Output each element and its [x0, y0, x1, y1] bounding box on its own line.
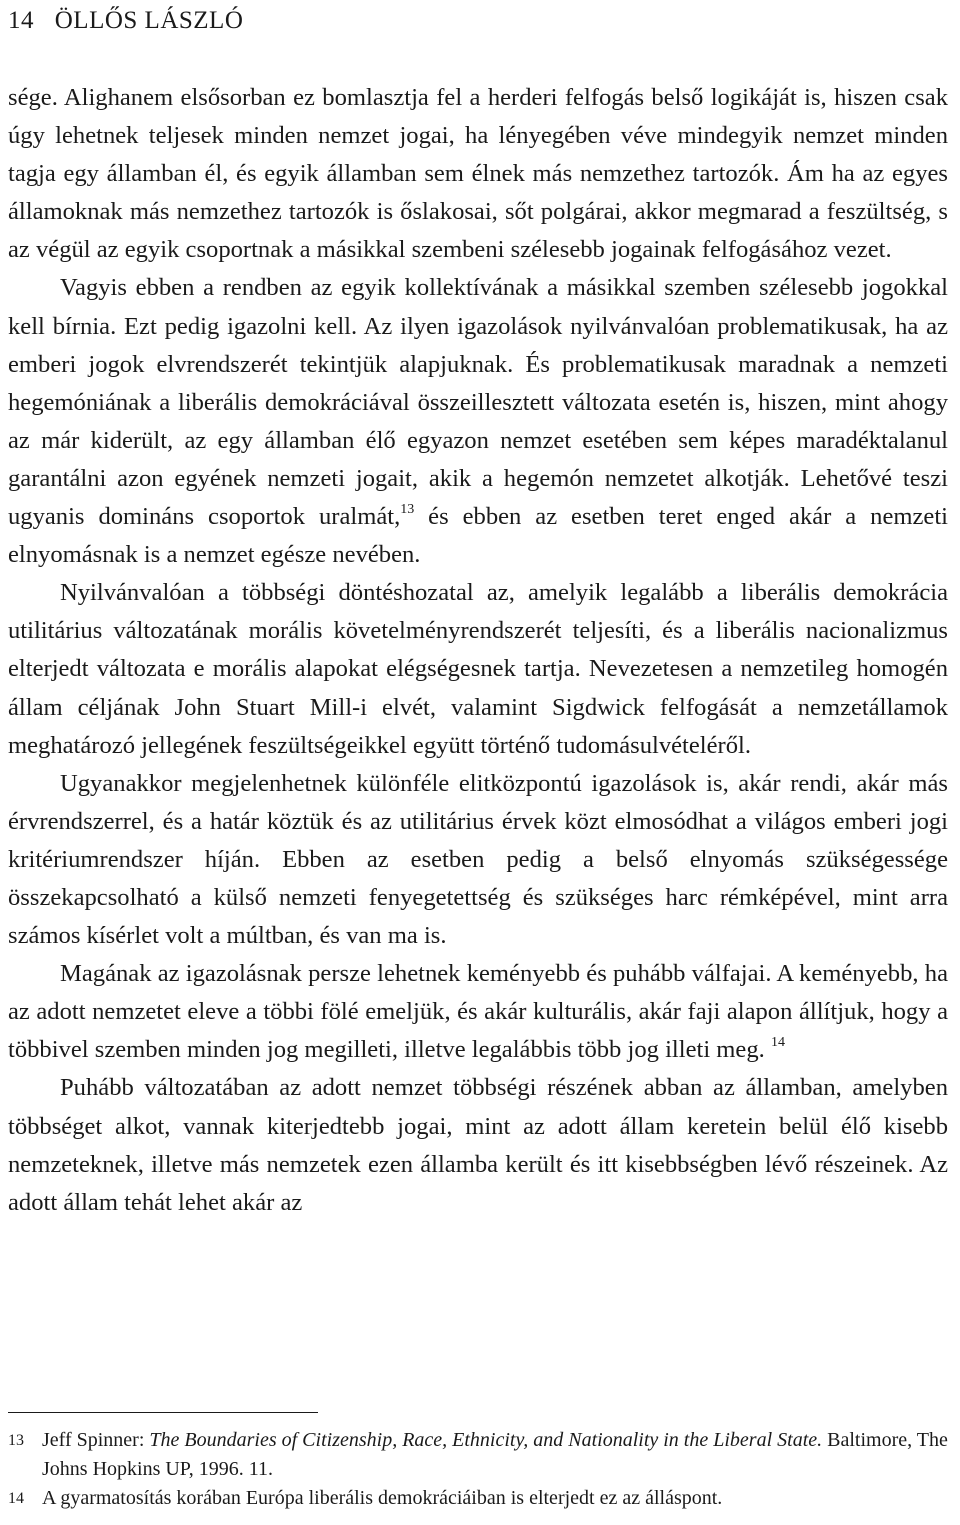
footnote [8, 1426, 953, 1484]
footnotes [8, 1426, 953, 1513]
footnote-publication: Baltimore, The Johns Hopkins UP, 1996. 11. [42, 1429, 948, 1480]
paragraph [8, 269, 948, 574]
paragraph-text: Vagyis ebben a rendben az egyik kollektívának a másikkal szemben szélesebb jogokkal kell bírnia. Ezt pedig igazolni kell. Az ilyen igazolások nyilvánvalóan problematikusak, ha az emberi jogok elvrendszerét tekintjük alapjuknak. És problematikusak maradnak a nemzeti hegemóniának a liberális demokráciával összeillesztett változata esetén is, hiszen, mint ahogy az már kiderült, az egy államban élő egyazon nemzet esetében sem képes maradéktalanul garantálni azon egyének nemzeti jogait, akik a hegemón nemzetet alkotják. Lehetővé teszi ugyanis domináns csoportok uralmát, [8, 274, 948, 531]
footnote-number: 14 [8, 1490, 24, 1507]
paragraph-text: Nyilvánvalóan a többségi döntéshozatal az, amelyik legalább a liberális demokrácia utilitárius változatának morális követelményrendszerét teljesíti, és a liberális nacionalizmus elterjedt változata e morális alapokat elégségesnek tartja. Nevezetesen a nemzetileg homogén állam céljának John Stuart Mill-i elvét, valamint Sigdwick felfogását a nemzetállamok meghatározó jellegének feszültségeikkel együtt történő tudomásulvételéről. [8, 579, 948, 759]
paragraph [8, 574, 948, 764]
paragraph-text: és ebben az esetben teret enged akár a nemzeti elnyomásnak is a nemzet egésze nevében. [8, 503, 948, 569]
footnote-book-title: The Boundaries of Citizenship, Race, Ethnicity, and Nationality in the Liberal State. [149, 1429, 823, 1451]
footnote-reference[interactable]: 14 [770, 1035, 785, 1051]
paragraph-text: Magának az igazolásnak persze lehetnek keményebb és puhább válfajai. A keményebb, ha az adott nemzetet eleve a többi fölé emeljük, és akár kulturális, akár faji alapon állítjuk, hogy a többivel szemben minden jog megilleti, illetve legalábbis több jog illeti meg. [8, 960, 948, 1064]
paragraph-text: Puhább változatában az adott nemzet többségi részének abban az államban, amelyben többséget alkot, vannak kiterjedtebb jogai, mint az adott állam keretein belül élő kisebb nemzeteknek, illetve más nemzetek ezen államba került és itt kisebbségben lévő részeinek. Az adott állam tehát lehet akár az [8, 1074, 948, 1216]
paragraph [8, 79, 948, 269]
paragraph-text: Ugyanakkor megjelenhetnek különféle elitközpontú igazolások is, akár rendi, akár más érvrendszerrel, és a határ köztük és az utilitárius érvek közt elmosódhat a világos emberi jogi kritériumrendszer híján. Ebben az esetben pedig a belső elnyomás szükségessége összekapcsolható a külső nemzeti fenyegetettség és szükséges harc rémképével, mint arra számos kísérlet volt a múltban, és van ma is. [8, 769, 948, 950]
page-number: 14 [8, 7, 34, 34]
paragraph [8, 765, 948, 955]
footnote-number: 13 [8, 1432, 24, 1449]
footnote [8, 1484, 953, 1513]
paragraph [8, 1069, 948, 1221]
paragraph [8, 955, 948, 1069]
footnote-reference[interactable]: 13 [400, 502, 415, 518]
running-head [8, 2, 243, 40]
footnote-author: Jeff Spinner: [42, 1429, 150, 1451]
author-name: ÖLLŐS LÁSZLÓ [54, 7, 244, 34]
paragraph-text: sége. Alighanem elsősorban ez bomlasztja fel a herderi felfogás belső logikáját is, hiszen csak úgy lehetnek teljesek minden nemzet jogai, ha lényegében véve mindegyik nemzet minden tagja egy államban él, és egyik államban sem élnek más nemzethez tartozók. Ám ha az egyes államoknak más nemzethez tartozók is őslakosai, sőt polgárai, akkor megmarad a feszültség, s az végül az egyik csoportnak a másikkal szembeni szélesebb jogainak felfogásához vezet. [8, 84, 948, 264]
footnote-divider [8, 1412, 318, 1413]
footnote-text: A gyarmatosítás korában Európa liberális demokráciáiban is elterjedt ez az álláspont. [42, 1487, 723, 1509]
body-text [8, 79, 948, 1222]
